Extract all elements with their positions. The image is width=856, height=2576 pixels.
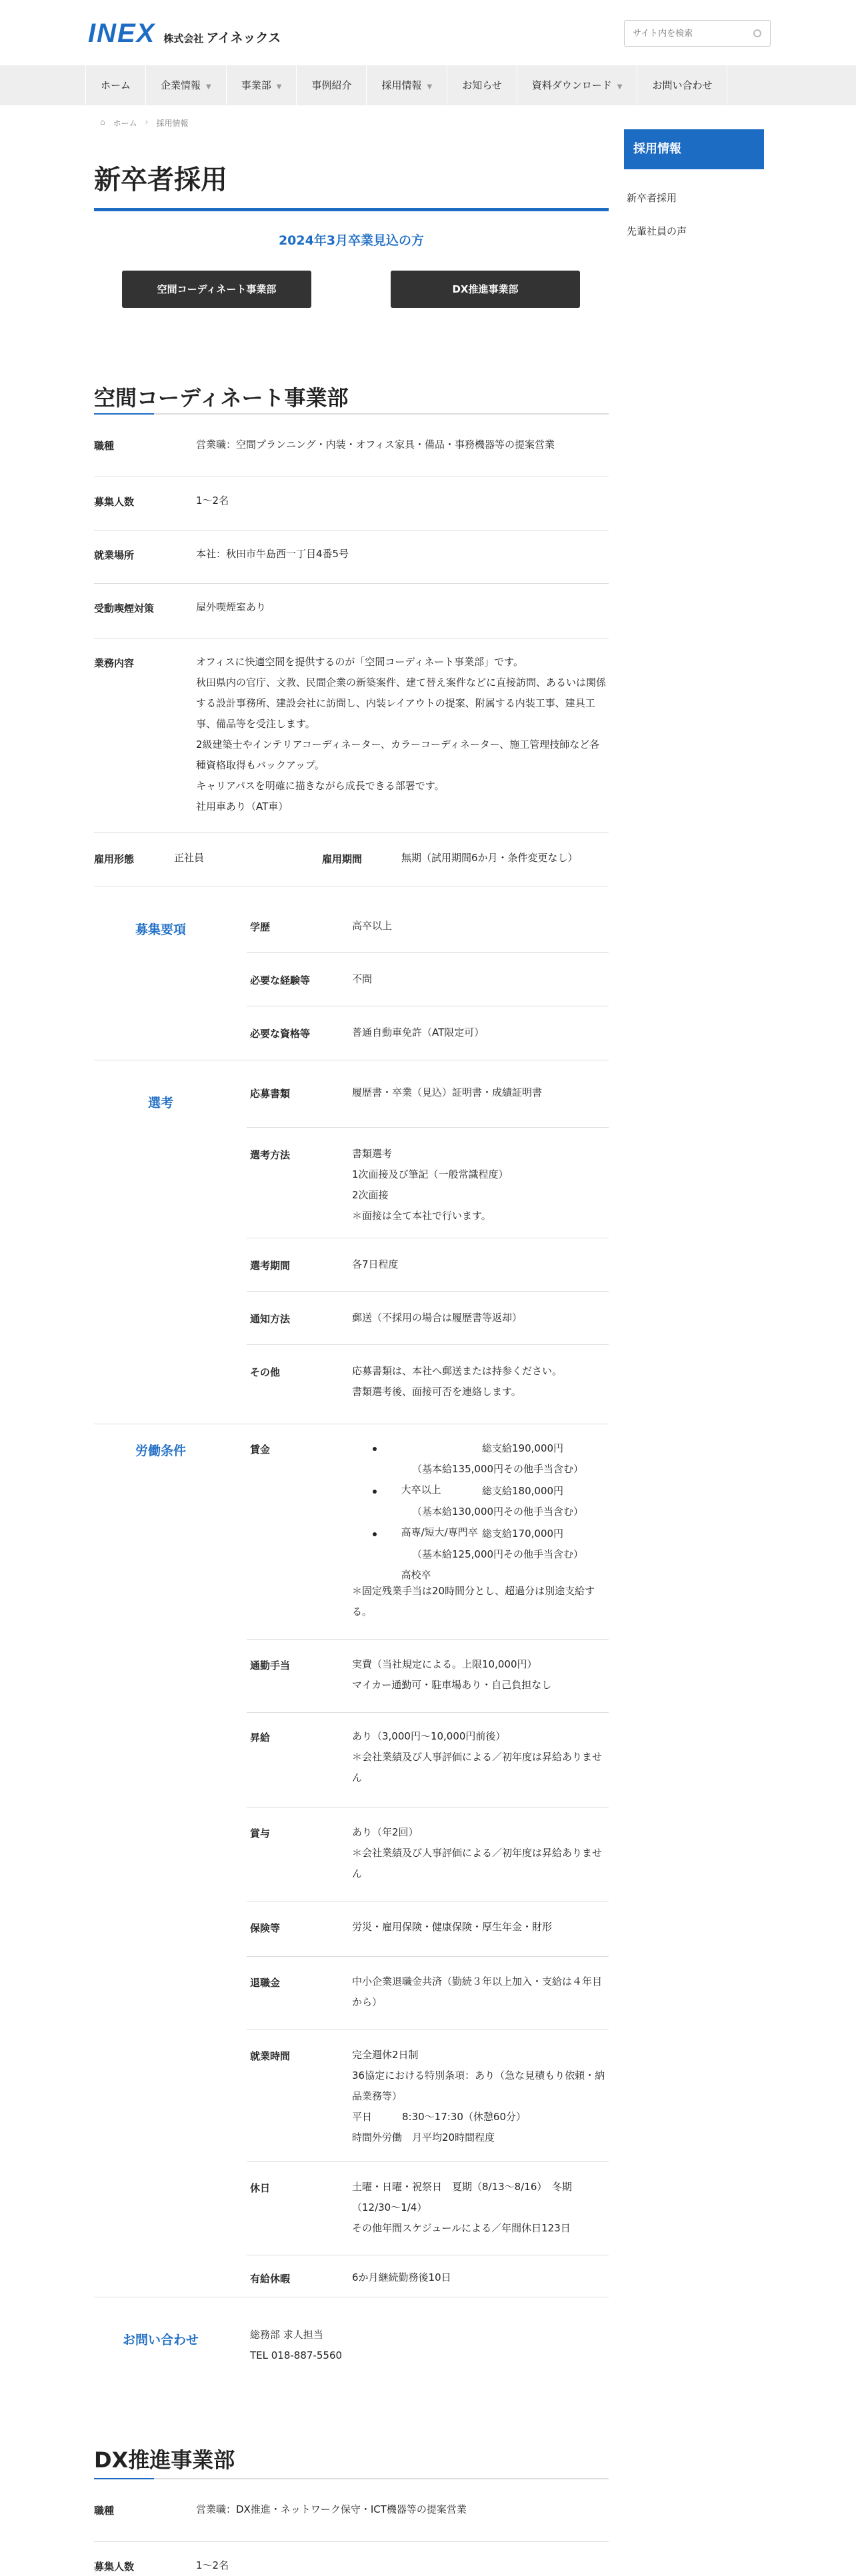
nav-item-contact[interactable]	[637, 65, 727, 105]
chevron-down-icon: ▼	[427, 83, 433, 91]
site-header	[0, 0, 856, 65]
logo-company-name: アイネックス	[206, 31, 281, 45]
employment-row	[94, 833, 609, 886]
sidebar-link-voices[interactable]: 先輩社員の声	[627, 225, 687, 237]
detail-value: 書類選考 1次面接及び筆記（一般常識程度） 2次面接 ＊面接は全て本社で行います。	[352, 1148, 509, 1222]
detail-row	[247, 1128, 609, 1238]
detail-key: 有給休暇	[250, 2273, 291, 2285]
detail-row	[247, 1238, 609, 1292]
info-row	[94, 2479, 609, 2542]
contact-value: 総務部 求人担当 TEL 018-887-5560	[250, 2329, 343, 2361]
wage-basic: （基本給125,000円その他手当含む）	[412, 1548, 584, 1560]
wage-total: 総支給180,000円	[482, 1485, 564, 1497]
global-nav	[0, 65, 856, 105]
section-label-selection: 選考	[147, 1096, 173, 1110]
detail-key: 応募書類	[250, 1088, 291, 1100]
nav-item-cases[interactable]	[296, 65, 366, 105]
wage-basic: （基本給130,000円その他手当含む）	[412, 1506, 584, 1518]
detail-key: 通知方法	[250, 1313, 291, 1325]
home-icon: ⌂	[100, 117, 105, 127]
detail-value: 6か月継続勤務後10日	[352, 2271, 451, 2283]
nav-item-divisions[interactable]	[226, 65, 297, 105]
info-value: 本社：秋田市牛島西一丁目4番5号	[196, 548, 349, 560]
detail-key: 必要な資格等	[250, 1028, 311, 1040]
wage-note: ＊固定残業手当は20時間分とし、超過分は別途支給する。	[352, 1585, 595, 1618]
nav-item-downloads[interactable]	[517, 65, 637, 105]
detail-key: 退職金	[250, 1977, 281, 1989]
chevron-down-icon: ▼	[617, 83, 623, 91]
nav-item-news[interactable]	[447, 65, 517, 105]
detail-row	[247, 1957, 609, 2030]
info-value: 無期（試用期間6か月・条件変更なし）	[401, 852, 578, 864]
detail-row	[247, 2030, 609, 2162]
detail-key: 通勤手当	[250, 1660, 291, 1672]
detail-row	[247, 1713, 609, 1808]
detail-row	[247, 2255, 609, 2297]
detail-value: 郵送（不採用の場合は履歴書等返却）	[352, 1312, 523, 1324]
info-value: 1〜2名	[196, 495, 229, 507]
wage-education: 大卒以上	[401, 1484, 441, 1496]
info-key: 募集人数	[94, 496, 135, 508]
wage-basic: （基本給135,000円その他手当含む）	[412, 1463, 584, 1475]
nav-label: 事例紹介	[311, 79, 352, 91]
detail-value: 履歴書・卒業（見込）証明書・成績証明書	[352, 1086, 543, 1098]
detail-key: 学歴	[250, 921, 271, 933]
info-row	[94, 415, 609, 477]
info-row	[94, 584, 609, 639]
breadcrumb-current: 採用情報	[156, 119, 189, 128]
bullet-icon	[373, 1490, 377, 1494]
info-key: 募集人数	[94, 2561, 135, 2573]
wage-total: 総支給190,000円	[482, 1442, 564, 1454]
detail-key: 選考方法	[250, 1149, 291, 1161]
detail-value: 応募書類は、本社へ郵送または持参ください。 書類選考後、面接可否を連絡します。	[352, 1365, 563, 1398]
nav-label: 採用情報	[381, 79, 422, 91]
detail-row	[247, 2162, 609, 2255]
breadcrumb	[100, 117, 188, 129]
dept-title: 空間コーディネート事業部	[94, 385, 349, 411]
info-key: 就業場所	[94, 549, 135, 561]
info-key: 業務内容	[94, 657, 135, 669]
detail-value: あり（年2回） ＊会社業績及び人事評価による／初年度は昇給ありません	[352, 1826, 603, 1880]
info-row	[94, 639, 609, 833]
detail-value: 中小企業退職金共済（勤続３年以上加入・支給は４年目から）	[352, 1975, 603, 2008]
nav-item-recruit[interactable]	[366, 65, 447, 105]
nav-label: 企業情報	[161, 79, 201, 91]
detail-key: 必要な経験等	[250, 974, 311, 986]
nav-label: ホーム	[101, 79, 131, 91]
detail-row	[247, 1060, 609, 1128]
chevron-down-icon: ▼	[206, 83, 211, 91]
detail-value: 完全週休2日制 36協定における特別条項：あり（急な見積もり依頼・納品業務等） 平日 8:30〜17:30（休憩60分） 時間外労働 月平均20時間程度	[352, 2049, 605, 2143]
info-key: 職種	[94, 2505, 115, 2517]
detail-value: 高卒以上	[352, 920, 393, 932]
nav-item-home[interactable]	[85, 65, 145, 105]
logo-company	[163, 28, 281, 46]
section-label-conditions: 労働条件	[135, 1444, 186, 1458]
chevron-down-icon: ▼	[276, 83, 282, 91]
search-icon[interactable]	[753, 29, 761, 37]
title-underline	[94, 208, 609, 211]
tab-dx[interactable]: DX推進事業部	[391, 271, 580, 308]
logo-company-prefix: 株式会社	[163, 33, 204, 45]
detail-key: 休日	[250, 2182, 271, 2194]
detail-row	[247, 900, 609, 953]
wage-total: 総支給170,000円	[482, 1528, 564, 1540]
wage-row	[247, 1424, 609, 1640]
detail-key: 就業時間	[250, 2050, 291, 2062]
nav-label: 資料ダウンロード	[531, 79, 612, 91]
detail-key: 賃金	[250, 1444, 271, 1456]
info-value: 1〜2名	[196, 2559, 229, 2571]
detail-value: 土曜・日曜・祝祭日 夏期（8/13〜8/16） 冬期（12/30〜1/4） その他年間スケジュールによる／年間休日123日	[352, 2181, 572, 2234]
section-label-contact: お問い合わせ	[122, 2333, 199, 2347]
detail-value: 不問	[352, 973, 373, 985]
info-key: 受動喫煙対策	[94, 603, 155, 615]
logo-mark: INEX	[88, 19, 156, 48]
detail-key: 昇給	[250, 1732, 271, 1744]
detail-row	[247, 1808, 609, 1902]
info-value: 正社員	[174, 852, 205, 864]
contact-row	[247, 2297, 609, 2370]
info-key: 職種	[94, 440, 115, 452]
dept-title: DX推進事業部	[94, 2447, 235, 2473]
bullet-icon	[373, 1447, 377, 1451]
detail-value: 各7日程度	[352, 1258, 399, 1270]
detail-row	[247, 1345, 609, 1424]
info-key: 雇用形態	[94, 853, 135, 865]
info-key: 雇用期間	[322, 853, 363, 865]
info-value: 営業職：空間プランニング・内装・オフィス家具・備品・事務機器等の提案営業	[196, 439, 555, 451]
section-label-requirements: 募集要項	[135, 922, 186, 937]
info-row	[94, 477, 609, 531]
detail-value: 労災・雇用保険・健康保険・厚生年金・財形	[352, 1921, 553, 1933]
page-title: 新卒者採用	[94, 165, 227, 195]
sidebar-heading: 採用情報	[624, 129, 764, 169]
detail-value: あり（3,000円〜10,000円前後） ＊会社業績及び人事評価による／初年度は昇給ありません	[352, 1730, 603, 1784]
detail-row	[247, 1902, 609, 1957]
wage-education: 高専/短大/専門卒	[401, 1526, 478, 1538]
info-value: 営業職：DX推進・ネットワーク保守・ICT機器等の提案営業	[196, 2503, 467, 2515]
sidebar-link-new-grad[interactable]: 新卒者採用	[627, 192, 677, 204]
detail-row	[247, 1006, 609, 1060]
detail-value: 実費（当社規定による。上限10,000円） マイカー通勤可・駐車場あり・自己負担なし	[352, 1658, 552, 1691]
detail-key: 賞与	[250, 1828, 271, 1840]
detail-row	[247, 953, 609, 1006]
breadcrumb-home[interactable]: ホーム	[113, 119, 137, 128]
info-row	[94, 531, 609, 584]
info-value: オフィスに快適空間を提供するのが「空間コーディネート事業部」です。 秋田県内の官庁、文教、民間企業の新築案件、建て替え案件などに直接訪問、あるいは関係する設計事務所、建設会社に訪問し、内装レイアウトの提案、附属する内装工事、建具工事、備品等を受注します。 2級建築士やインテリアコーディネーター、カラーコーディネーター、施工管理技師など各種資格取得もバックアップ。 キャリアパスを明確に描きながら成長できる部署です。 社用車あり（AT車）	[196, 656, 607, 812]
wage-education: 高校卒	[401, 1569, 431, 1581]
site-logo[interactable]	[88, 19, 281, 49]
detail-row	[247, 1640, 609, 1713]
tab-space-coordinate[interactable]: 空間コーディネート事業部	[122, 271, 311, 308]
chevron-right-icon: ›	[145, 117, 149, 127]
nav-label: 事業部	[241, 79, 271, 91]
bullet-icon	[373, 1532, 377, 1536]
detail-row	[247, 1292, 609, 1345]
detail-key: その他	[250, 1366, 281, 1378]
detail-key: 保険等	[250, 1922, 281, 1934]
page-subtitle: 2024年3月卒業見込の方	[278, 233, 425, 248]
info-row	[94, 2542, 609, 2573]
detail-value: 普通自動車免許（AT限定可）	[352, 1026, 485, 1038]
detail-key: 選考期間	[250, 1260, 291, 1272]
nav-label: お問い合わせ	[652, 79, 713, 91]
nav-label: お知らせ	[462, 79, 502, 91]
nav-item-company[interactable]	[145, 65, 226, 105]
search-input[interactable]	[624, 20, 771, 47]
info-value: 屋外喫煙室あり	[196, 601, 267, 613]
